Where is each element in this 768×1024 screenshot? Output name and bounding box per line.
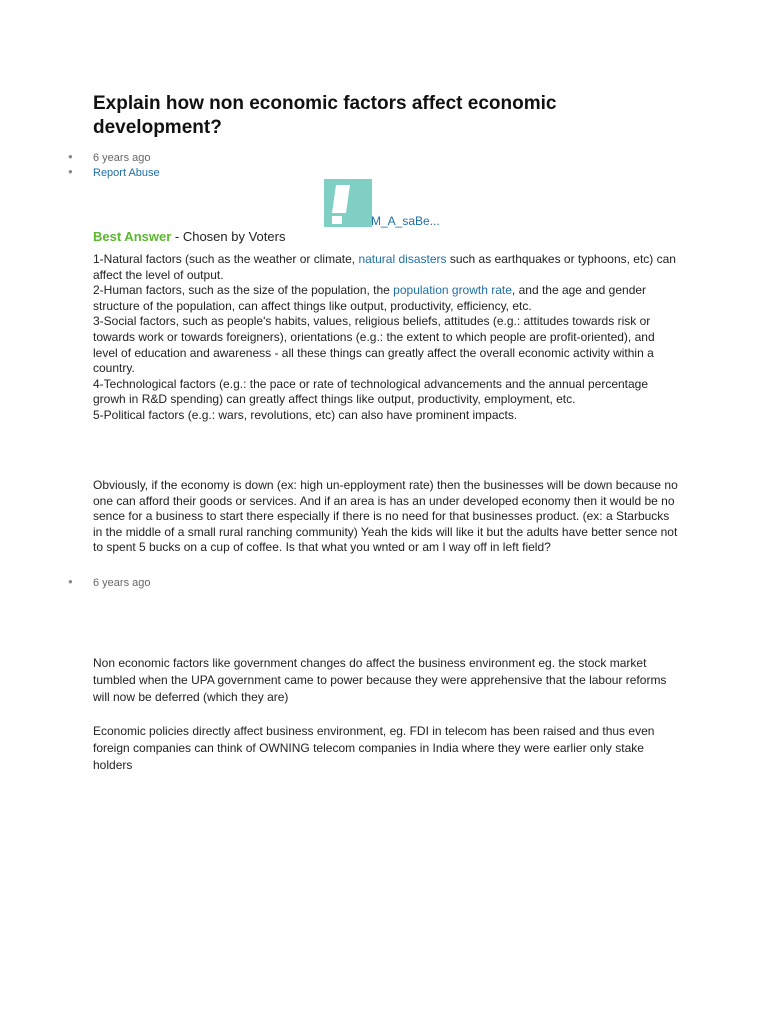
user-avatar[interactable] — [324, 179, 372, 227]
bullet-icon: ● — [68, 152, 73, 161]
answer-paragraph: 3-Social factors, such as people's habits, values, religious beliefs, attitudes (e.g.: attitudes towards risk or towards work or towards foreigners), orientations (e.g.: the extent to which people are profit-oriented), and level of education and awareness - all these things can greatly affect the overall economic activity within a country. — [93, 314, 655, 376]
question-time: 6 years ago — [93, 152, 151, 164]
answer-paragraph: Obviously, if the economy is down (ex: high un-epployment rate) then the businesses will be down because no one can afford their goods or services. And if an area is has an under developed economy then it would be no sence for a business to start there especially if there is no need for that businesses product. (ex: a Starbucks in the middle of a small rural ranching community) Yeah the kids will like it but the adults have better sence not to spent 5 bucks on a cup of coffee. Is that what you wnted or am I way off in left field? — [93, 478, 678, 555]
answer-paragraph: 5-Political factors (e.g.: wars, revolutions, etc) can also have prominent impacts. — [93, 407, 518, 422]
answer-paragraph: 2-Human factors, such as the size of the population, the population growth rate, and the age and gender structure of the population, can affect things like output, productivity, efficiency, etc. — [93, 283, 647, 313]
best-answer-header — [93, 229, 285, 244]
answer-paragraph: Non economic factors like government changes do affect the business environment eg. the stock market tumbled when the UPA government came to power because they were apprehensive that the labour reforms will now be deferred (which they are) — [93, 656, 667, 704]
answer-paragraph: Economic policies directly affect business environment, eg. FDI in telecom has been raised and thus even foreign companies can think of OWNING telecom companies in India where they were earlier only stake holders — [93, 724, 655, 772]
population-growth-rate-link[interactable]: population growth rate — [393, 283, 512, 298]
answer-2-body — [93, 478, 678, 556]
answer-paragraph: 4-Technological factors (e.g.: the pace or rate of technological advancements and the annual percentage growh in R&D spending) can greatly affect things like output, productivity, employment, etc. — [93, 376, 649, 407]
question-block — [93, 92, 678, 140]
report-abuse-link[interactable]: Report Abuse — [93, 167, 160, 179]
best-answer-body — [93, 252, 678, 424]
answer-paragraph: 1-Natural factors (such as the weather or climate, natural disasters such as earthquakes or typhoons, etc) can affect the level of output. — [93, 252, 676, 282]
best-answer-label: Best Answer — [93, 229, 172, 244]
bullet-icon: ● — [68, 577, 73, 586]
natural-disasters-link[interactable]: natural disasters — [358, 252, 447, 266]
bullet-icon: ● — [68, 167, 73, 176]
answer-3-body — [93, 655, 678, 774]
answer-2-time: 6 years ago — [93, 577, 151, 589]
answerer-name-link[interactable]: M_A_saBe... — [371, 214, 440, 228]
chosen-by-label: - Chosen by Voters — [171, 229, 286, 244]
avatar-icon — [324, 179, 372, 227]
question-title: Explain how non economic factors affect economic development? — [93, 93, 557, 138]
